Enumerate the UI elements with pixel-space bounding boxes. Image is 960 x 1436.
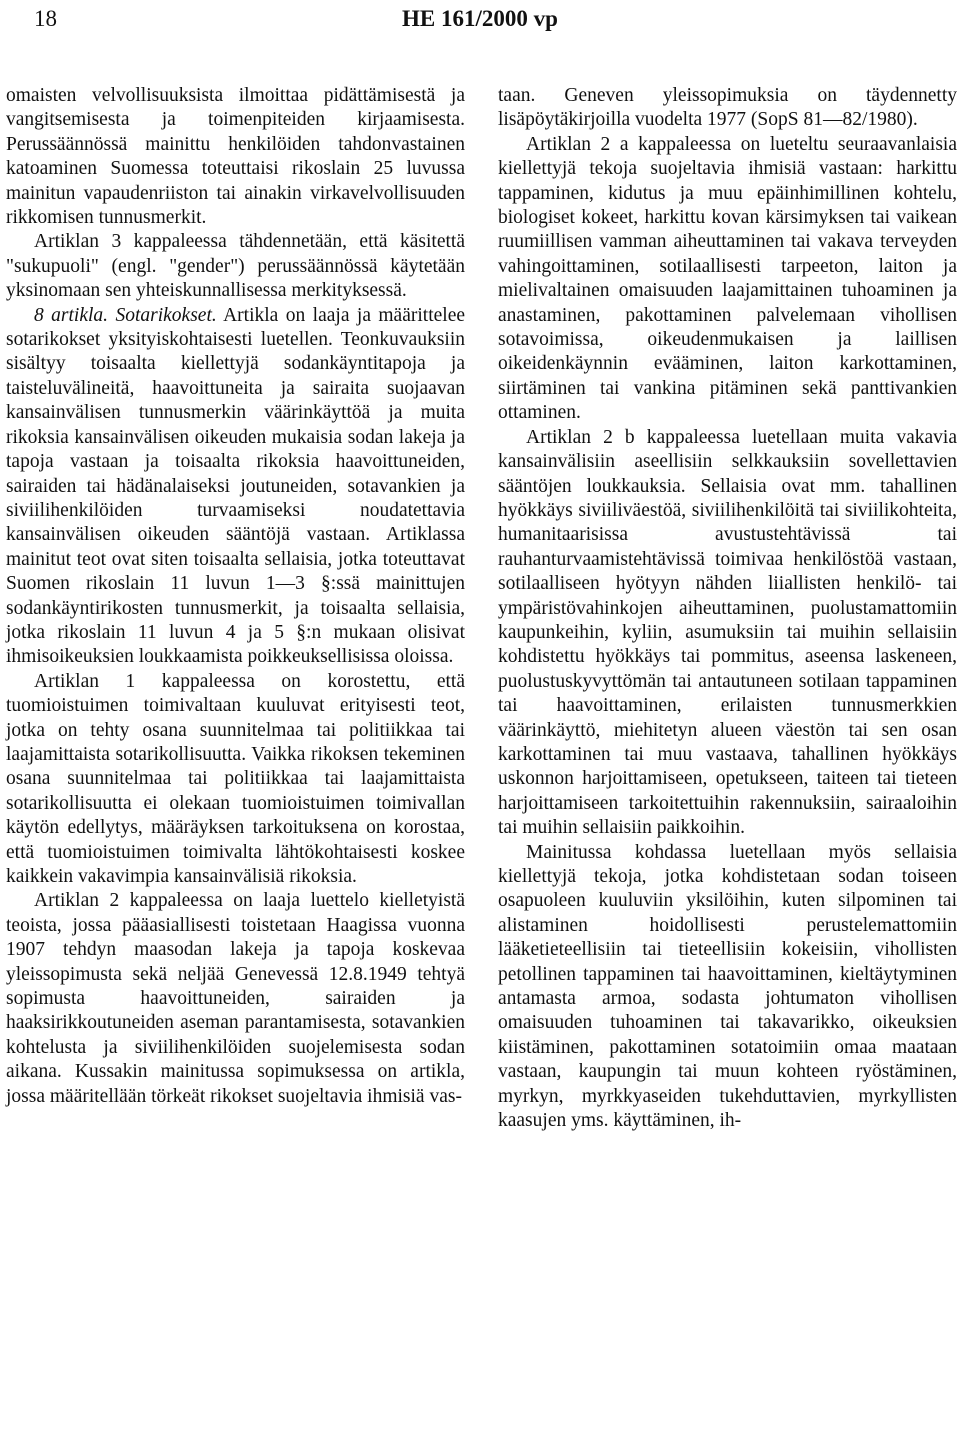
- paragraph: omaisten velvollisuuksista ilmoittaa pidättämisestä ja vangitsemisesta ja toimenpiteiden kirjaamisesta. Perussäännössä mainittu henkilöiden tahdonvastainen katoaminen Suomessa toteuttaisi rikoslain 25 luvussa mainitun vapaudenriiston tai ainakin virkavelvollisuuden rikkomisen tunnusmerkit.: [6, 85, 465, 229]
- paragraph: Artiklan 2 kappaleessa on laaja luettelo kielletyistä teoista, jossa pääasiallisesti toistetaan Haagissa vuonna 1907 tehdyn maasodan lakeja ja tapoja koskevaa yleissopimusta sekä neljää Genevessä 12.8.1949 tehtyä sopimusta haavoittuneiden, sairaiden ja haaksirikkoutuneiden aseman parantamisesta, sotavankien kohtelusta ja siviilihenkilöiden suojelemisesta sodan aikana. Kussakin mainitussa sopimuksessa on artikla, jossa määritellään törkeät rikokset suojeltavia ihmisiä vas-: [6, 890, 465, 1107]
- paragraph-section-8: [6, 304, 465, 670]
- document-id: HE 161/2000 vp: [402, 6, 558, 31]
- left-column: [6, 84, 465, 1109]
- paragraph: Mainitussa kohdassa luetellaan myös sellaisia kiellettyjä tekoja, jotka kohdistetaan sodan toiseen osapuoleen kuuluviin yksilöihin, kuten silpominen tai alistaminen hoidollisesti perustelemattomiin lääketieteellisiin tai tieteellisiin kokeisiin, vihollisten petollinen tappaminen tai haavoittaminen, kieltäytyminen antamasta armoa, sodasta johtumaton vihollisen omaisuuden tuhoaminen tai takavarikko, oikeuksien kiistäminen, pakottaminen sotatoimiin omaa maataan vastaan, kaupungin tai muun kohteen ryöstäminen, myrkyn, myrkkyaseiden tukehduttavien, myrkyllisten kaasujen yms. käyttäminen, ih-: [498, 841, 957, 1132]
- paragraph: Artiklan 2 a kappaleessa on lueteltu seuraavanlaisia kiellettyjä tekoja suojeltavia ihmisiä vastaan: harkittu tappaminen, kidutus ja muu epäinhimillinen kohtelu, biologiset kokeet, harkittu kovan kärsimyksen tai vaikean ruumiillisen vamman aiheuttaminen tai vakava terveyden vahingoittaminen, sotilaallisesti tarpeeton, laiton ja mielivaltainen omaisuuden laajamittainen tuhoaminen ja anastaminen, pakottaminen palvelemaan vihollisen sotavoimissa, oikeudenmukaisen ja laillisen oikeidenkäynnin evääminen, laiton karkottaminen, siirtäminen tai vankina pitäminen sekä panttivankien ottaminen.: [498, 133, 957, 424]
- paragraph: Artiklan 3 kappaleessa tähdennetään, että käsitettä "sukupuoli" (engl. "gender") perussäännössä käytetään yksinomaan sen yhteiskunnallisessa merkityksessä.: [6, 231, 465, 302]
- page-header: [0, 4, 960, 36]
- section-heading-title: Sotarikokset.: [115, 304, 217, 326]
- right-column: [498, 84, 957, 1133]
- paragraph: taan. Geneven yleissopimuksia on täydennetty lisäpöytäkirjoilla vuodelta 1977 (SopS 81—82/1980).: [498, 85, 957, 131]
- paragraph: Artiklan 2 b kappaleessa luetellaan muita vakavia kansainvälisiin aseellisiin selkkauksiin sovellettavien sääntöjen loukkauksia. Sellaisia ovat mm. tahallinen hyökkäys siviiliväestöä, siviilihenkilöitä tai siviilikohteita, humanitaarisissa avustustehtävissä tai rauhanturvaamistehtävissä toimivaa henkilöstöä vastaan, sotilaalliseen hyötyyn nähden liiallisten henkilö- tai ympäristövahinkojen aiheuttaminen, puolustamattomiin kaupunkeihin, kyliin, asumuksiin tai muihin sellaisiin kohdistettu hyökkäys tai pommitus, aseensa laskeneen, puolustuskyvyttömän tai antautuneen sotilaan tappaminen tai haavoittaminen, erilaisten tunnusmerkkien väärinkäyttö, miehitetyn alueen väestön tai sen osan karkottaminen tai muu vastaava, tahallinen hyökkäys uskonnon harjoittamiseen, opetukseen, taiteen tai tieteen harjoittamiseen tarkoitettuihin rakennuksiin, sairaaloihin tai muihin sellaisiin paikkoihin.: [498, 426, 957, 839]
- paragraph: Artiklan 1 kappaleessa on korostettu, että tuomioistuimen toimivaltaan kuuluvat erityisesti teot, jotka on tehty osana suunnitelmaa tai politiikkaa tai laajamittaista sotarikollisuutta. Vaikka rikoksen tekeminen osana suunnitelmaa tai politiikkaa tai laajamittaista sotarikollisuutta ei olekaan tuomioistuimen toimivallan käytön edellytys, määräyksen tarkoituksena on korostaa, että tuomioistuimen toimivalta lähtökohtaisesti koskee kaikkein vakavimpia kansainvälisiä rikoksia.: [6, 670, 465, 887]
- section-heading-number: 8 artikla.: [34, 304, 109, 326]
- paragraph-body: Artikla on laaja ja määrittelee sotarikokset yksityiskohtaisesti luetellen. Teonkuvauksiin sisältyy toisaalta kiellettyjä sodankäyntitapoja ja taisteluvälineitä, haavoittuneita ja sairaita suojaavan kansainvälisen tunnusmerkin väärinkäyttöä ja muita rikoksia kansainvälisen oikeuden mukaisia sodan lakeja ja tapoja vastaan ja toisaalta rikoksia haavoittuneiden, sairaiden tai hädänalaiseksi joutuneiden, sotavankien ja siviilihenkilöiden turvaamiseksi noudatettavia kansainvälisen oikeuden sääntöjä vastaan. Artiklassa mainitut teot ovat siten toisaalta sellaisia, jotka toteuttavat Suomen rikoslain 11 luvun 1—3 §:ssä mainittujen sodankäyntirikosten tunnusmerkit, ja toisaalta sellaisia, jotka rikoslain 11 luvun 4 ja 5 §:n mukaan olisivat ihmisoikeuksien loukkaamista poikkeuksellisissa oloissa.: [6, 304, 465, 668]
- page-number: 18: [34, 6, 57, 31]
